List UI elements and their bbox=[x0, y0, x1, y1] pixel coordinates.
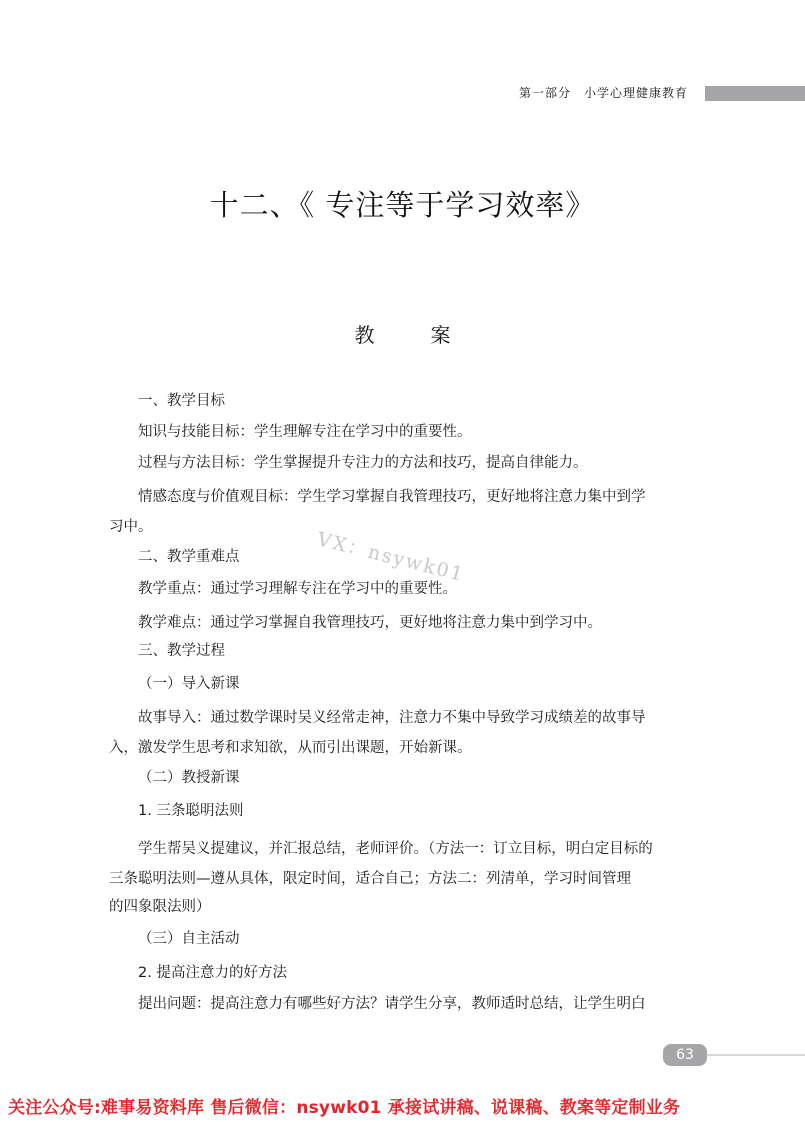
paragraph: 提出问题：提高注意力有哪些好方法？请学生分享，教师适时总结，让学生明白 bbox=[138, 996, 646, 1012]
paragraph: 故事导入：通过数学课时吴义经常走神，注意力不集中导致学习成绩差的故事导 bbox=[138, 710, 646, 726]
header-accent-bar bbox=[705, 86, 805, 101]
paragraph: 教学难点：通过学习掌握自我管理技巧，更好地将注意力集中到学习中。 bbox=[138, 615, 602, 631]
chapter-title: 十二、《 专注等于学习效率》 bbox=[209, 188, 596, 222]
paragraph: 的四象限法则） bbox=[109, 899, 211, 915]
paragraph: 2. 提高注意力的好方法 bbox=[138, 965, 287, 981]
paragraph: 入，激发学生思考和求知欲，从而引出课题，开始新课。 bbox=[109, 740, 472, 756]
running-header bbox=[0, 84, 805, 102]
paragraph: 习中。 bbox=[109, 519, 153, 535]
section-label: 第一部分 小学心理健康教育 bbox=[518, 86, 688, 100]
paragraph: 过程与方法目标：学生掌握提升专注力的方法和技巧，提高自律能力。 bbox=[138, 455, 588, 471]
paragraph: 教学重点：通过学习理解专注在学习中的重要性。 bbox=[138, 581, 457, 597]
watermark: VX：nsywk01 bbox=[314, 528, 467, 587]
paragraph: 三条聪明法则—遵从具体，限定时间，适合自己；方法二：列清单，学习时间管理 bbox=[109, 871, 631, 887]
promo-banner: 关注公众号:难事易资料库 售后微信：nsywk01 承接试讲稿、说课稿、教案等定制业务 bbox=[8, 1098, 681, 1118]
paragraph: 一、教学目标 bbox=[138, 393, 225, 409]
paragraph: 三、教学过程 bbox=[138, 643, 225, 659]
paragraph: 1. 三条聪明法则 bbox=[138, 803, 244, 819]
paragraph: （三）自主活动 bbox=[138, 931, 240, 947]
paragraph: 情感态度与价值观目标：学生学习掌握自我管理技巧，更好地将注意力集中到学 bbox=[138, 489, 646, 505]
paragraph: （一）导入新课 bbox=[138, 676, 240, 692]
paragraph: （二）教授新课 bbox=[138, 770, 240, 786]
paragraph: 二、教学重难点 bbox=[138, 549, 240, 565]
paragraph: 知识与技能目标：学生理解专注在学习中的重要性。 bbox=[138, 424, 472, 440]
footer-rule bbox=[707, 1054, 805, 1056]
document-heading: 教 案 bbox=[354, 323, 469, 347]
paragraph: 学生帮吴义提建议，并汇报总结，老师评价。（方法一：订立目标，明白定目标的 bbox=[138, 841, 653, 857]
page-number-badge: 63 bbox=[663, 1044, 707, 1066]
